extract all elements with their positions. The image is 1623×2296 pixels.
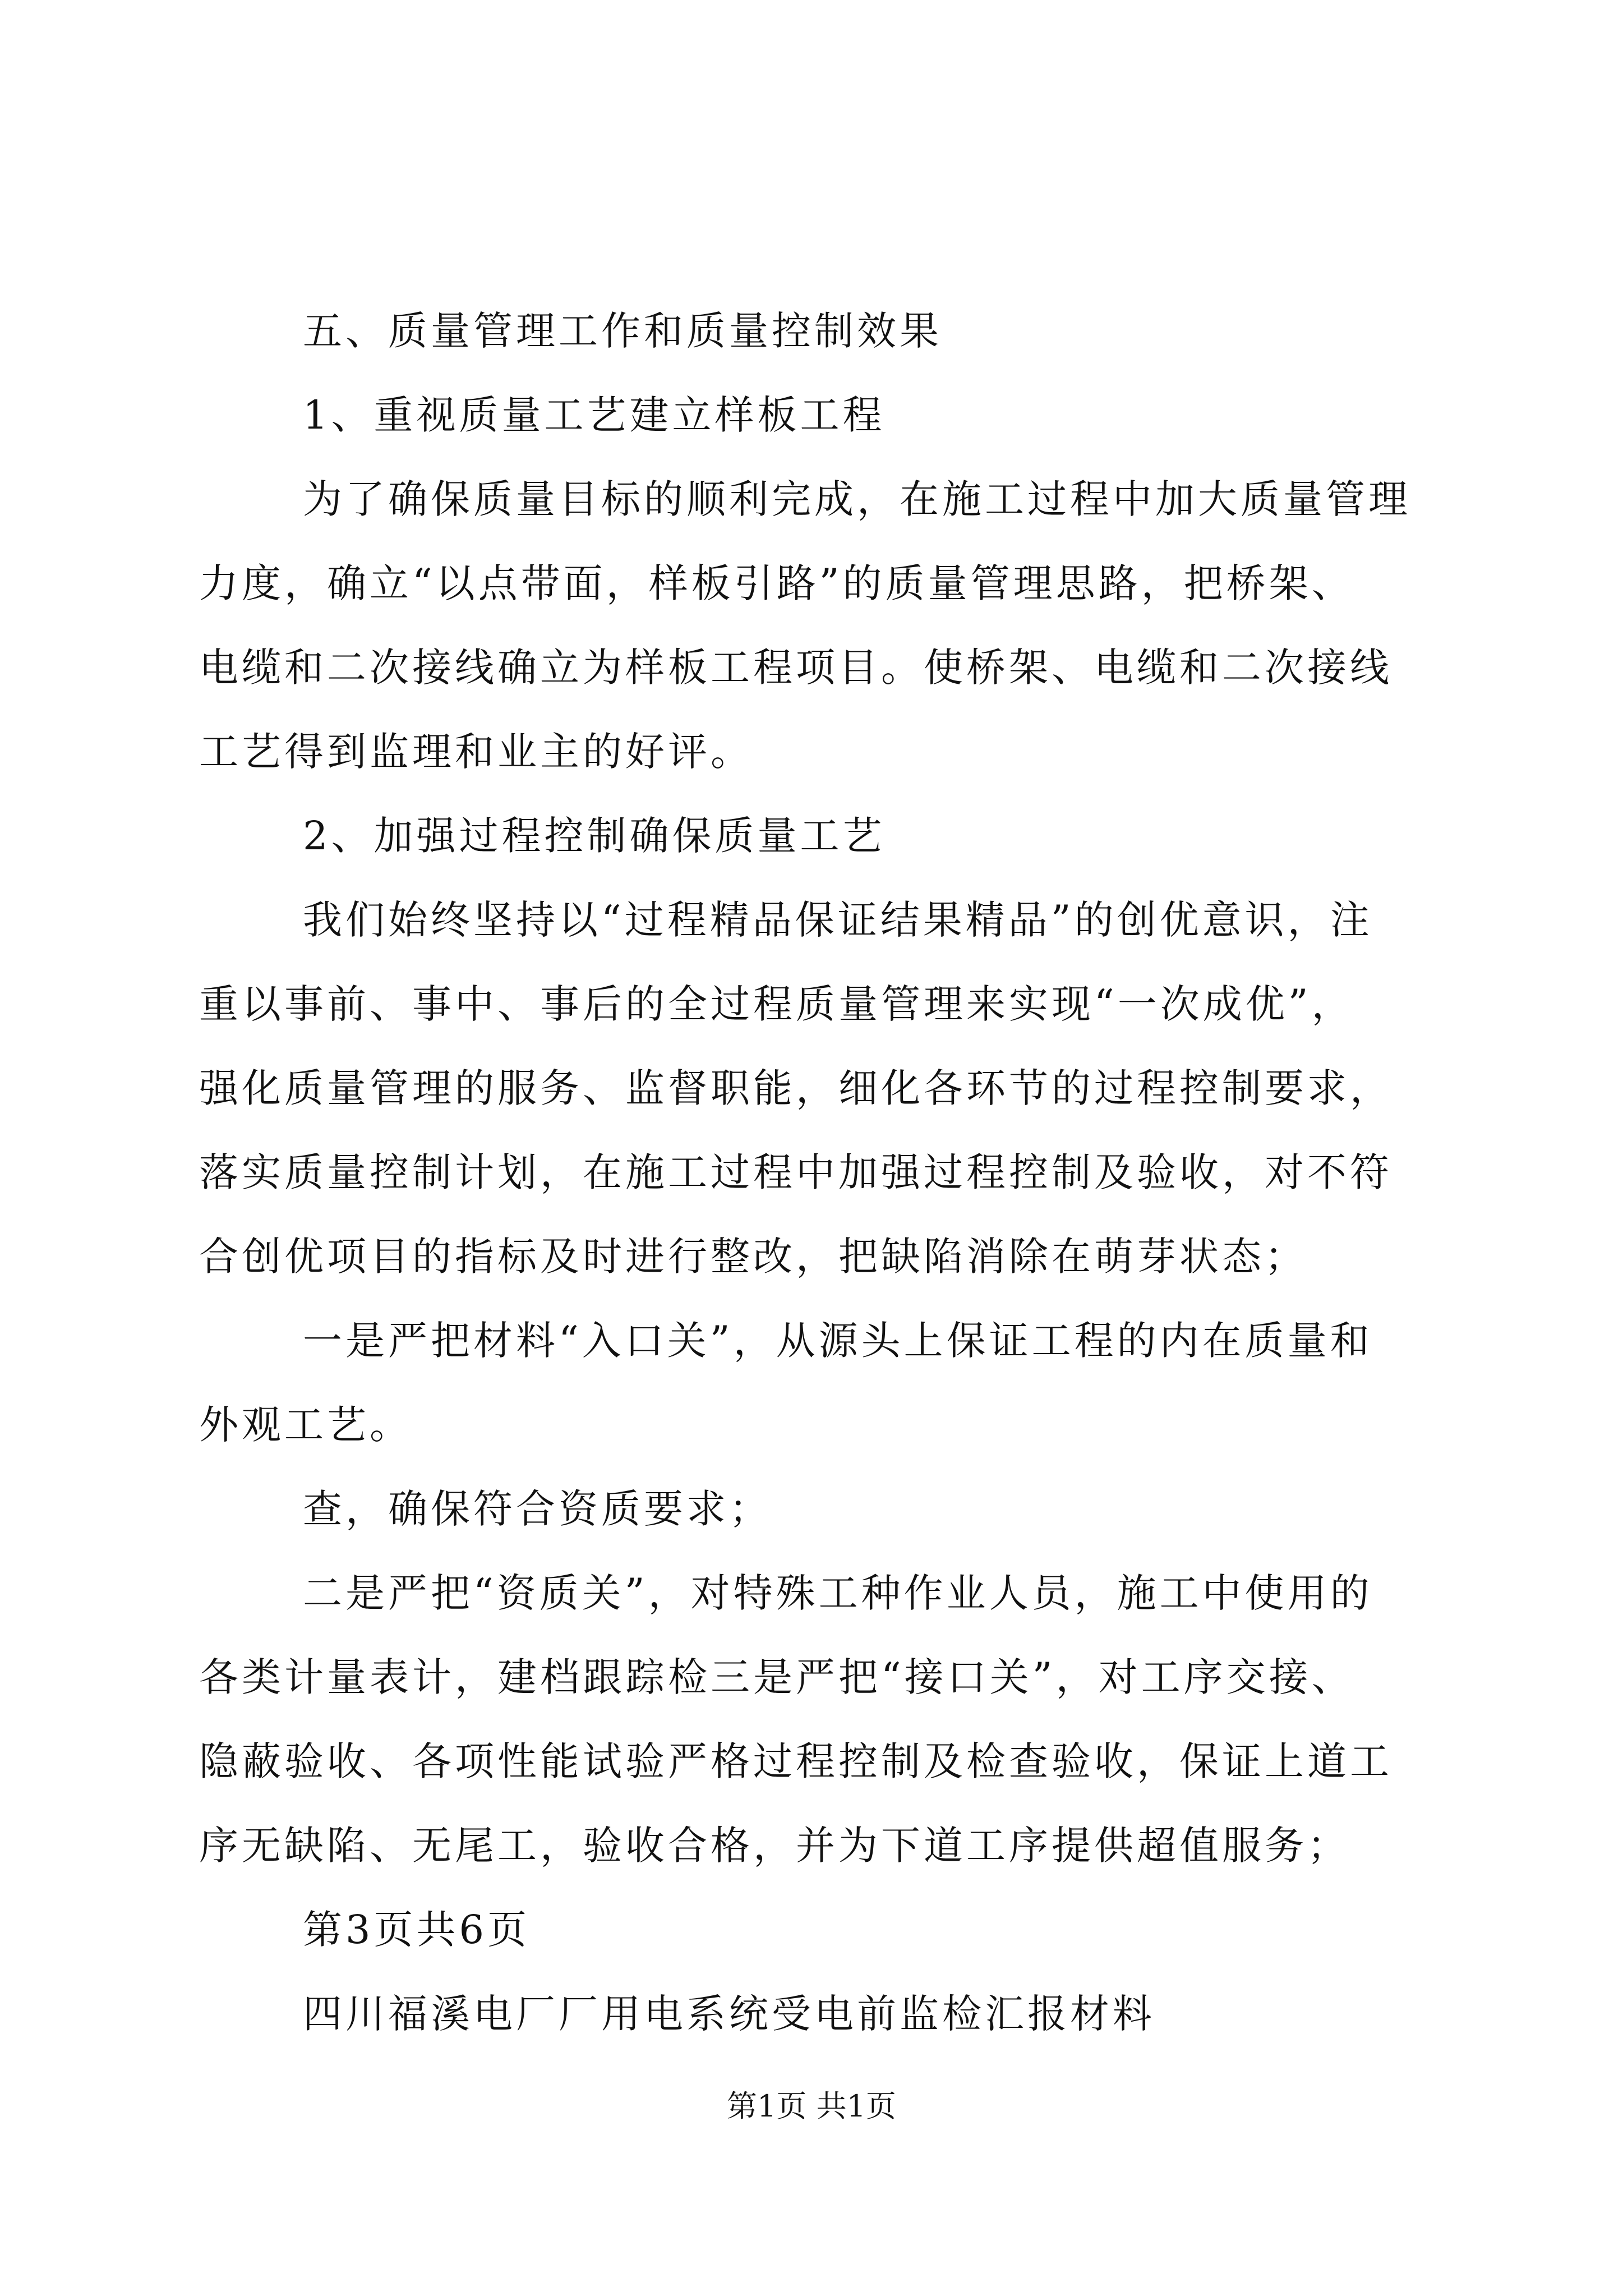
paragraph-line: 序无缺陷、无尾工，验收合格，并为下道工序提供超值服务；	[199, 1823, 1350, 1869]
paragraph-line: 查，确保符合资质要求；	[303, 1486, 772, 1532]
paragraph-line: 隐蔽验收、各项性能试验严格过程控制及检查验收，保证上道工	[199, 1738, 1393, 1784]
document-title-line: 四川福溪电厂厂用电系统受电前监检汇报材料	[303, 1991, 1155, 2037]
paragraph-line: 一是严把材料“入口关”，从源头上保证工程的内在质量和	[303, 1318, 1373, 1364]
section-heading: 五、质量管理工作和质量控制效果	[303, 308, 942, 354]
paragraph-line: 合创优项目的指标及时进行整改，把缺陷消除在萌芽状态；	[199, 1234, 1307, 1280]
paragraph-line: 工艺得到监理和业主的好评。	[199, 729, 753, 775]
paragraph-line: 电缆和二次接线确立为样板工程项目。使桥架、电缆和二次接线	[199, 645, 1393, 691]
paragraph-line: 各类计量表计，建档跟踪检三是严把“接口关”，对工序交接、	[199, 1654, 1354, 1700]
paragraph-line: 我们始终坚持以“过程精品保证结果精品”的创优意识，注	[303, 897, 1373, 943]
paragraph-line: 重以事前、事中、事后的全过程质量管理来实现“一次成优”，	[199, 981, 1354, 1027]
inline-page-number: 第3页共6页	[303, 1907, 531, 1953]
subsection-heading: 2、加强过程控制确保质量工艺	[303, 813, 886, 859]
page-footer: 第1页 共1页	[727, 2088, 896, 2124]
paragraph-line: 外观工艺。	[199, 1402, 412, 1448]
subsection-heading: 1、重视质量工艺建立样板工程	[303, 392, 886, 438]
paragraph-line: 力度，确立“以点带面，样板引路”的质量管理思路，把桥架、	[199, 560, 1354, 606]
paragraph-line: 强化质量管理的服务、监督职能，细化各环节的过程控制要求，	[199, 1065, 1393, 1111]
paragraph-line: 二是严把“资质关”，对特殊工种作业人员，施工中使用的	[303, 1570, 1373, 1616]
paragraph-line: 落实质量控制计划，在施工过程中加强过程控制及验收，对不符	[199, 1149, 1393, 1195]
paragraph-line: 为了确保质量目标的顺利完成，在施工过程中加大质量管理	[303, 476, 1411, 522]
